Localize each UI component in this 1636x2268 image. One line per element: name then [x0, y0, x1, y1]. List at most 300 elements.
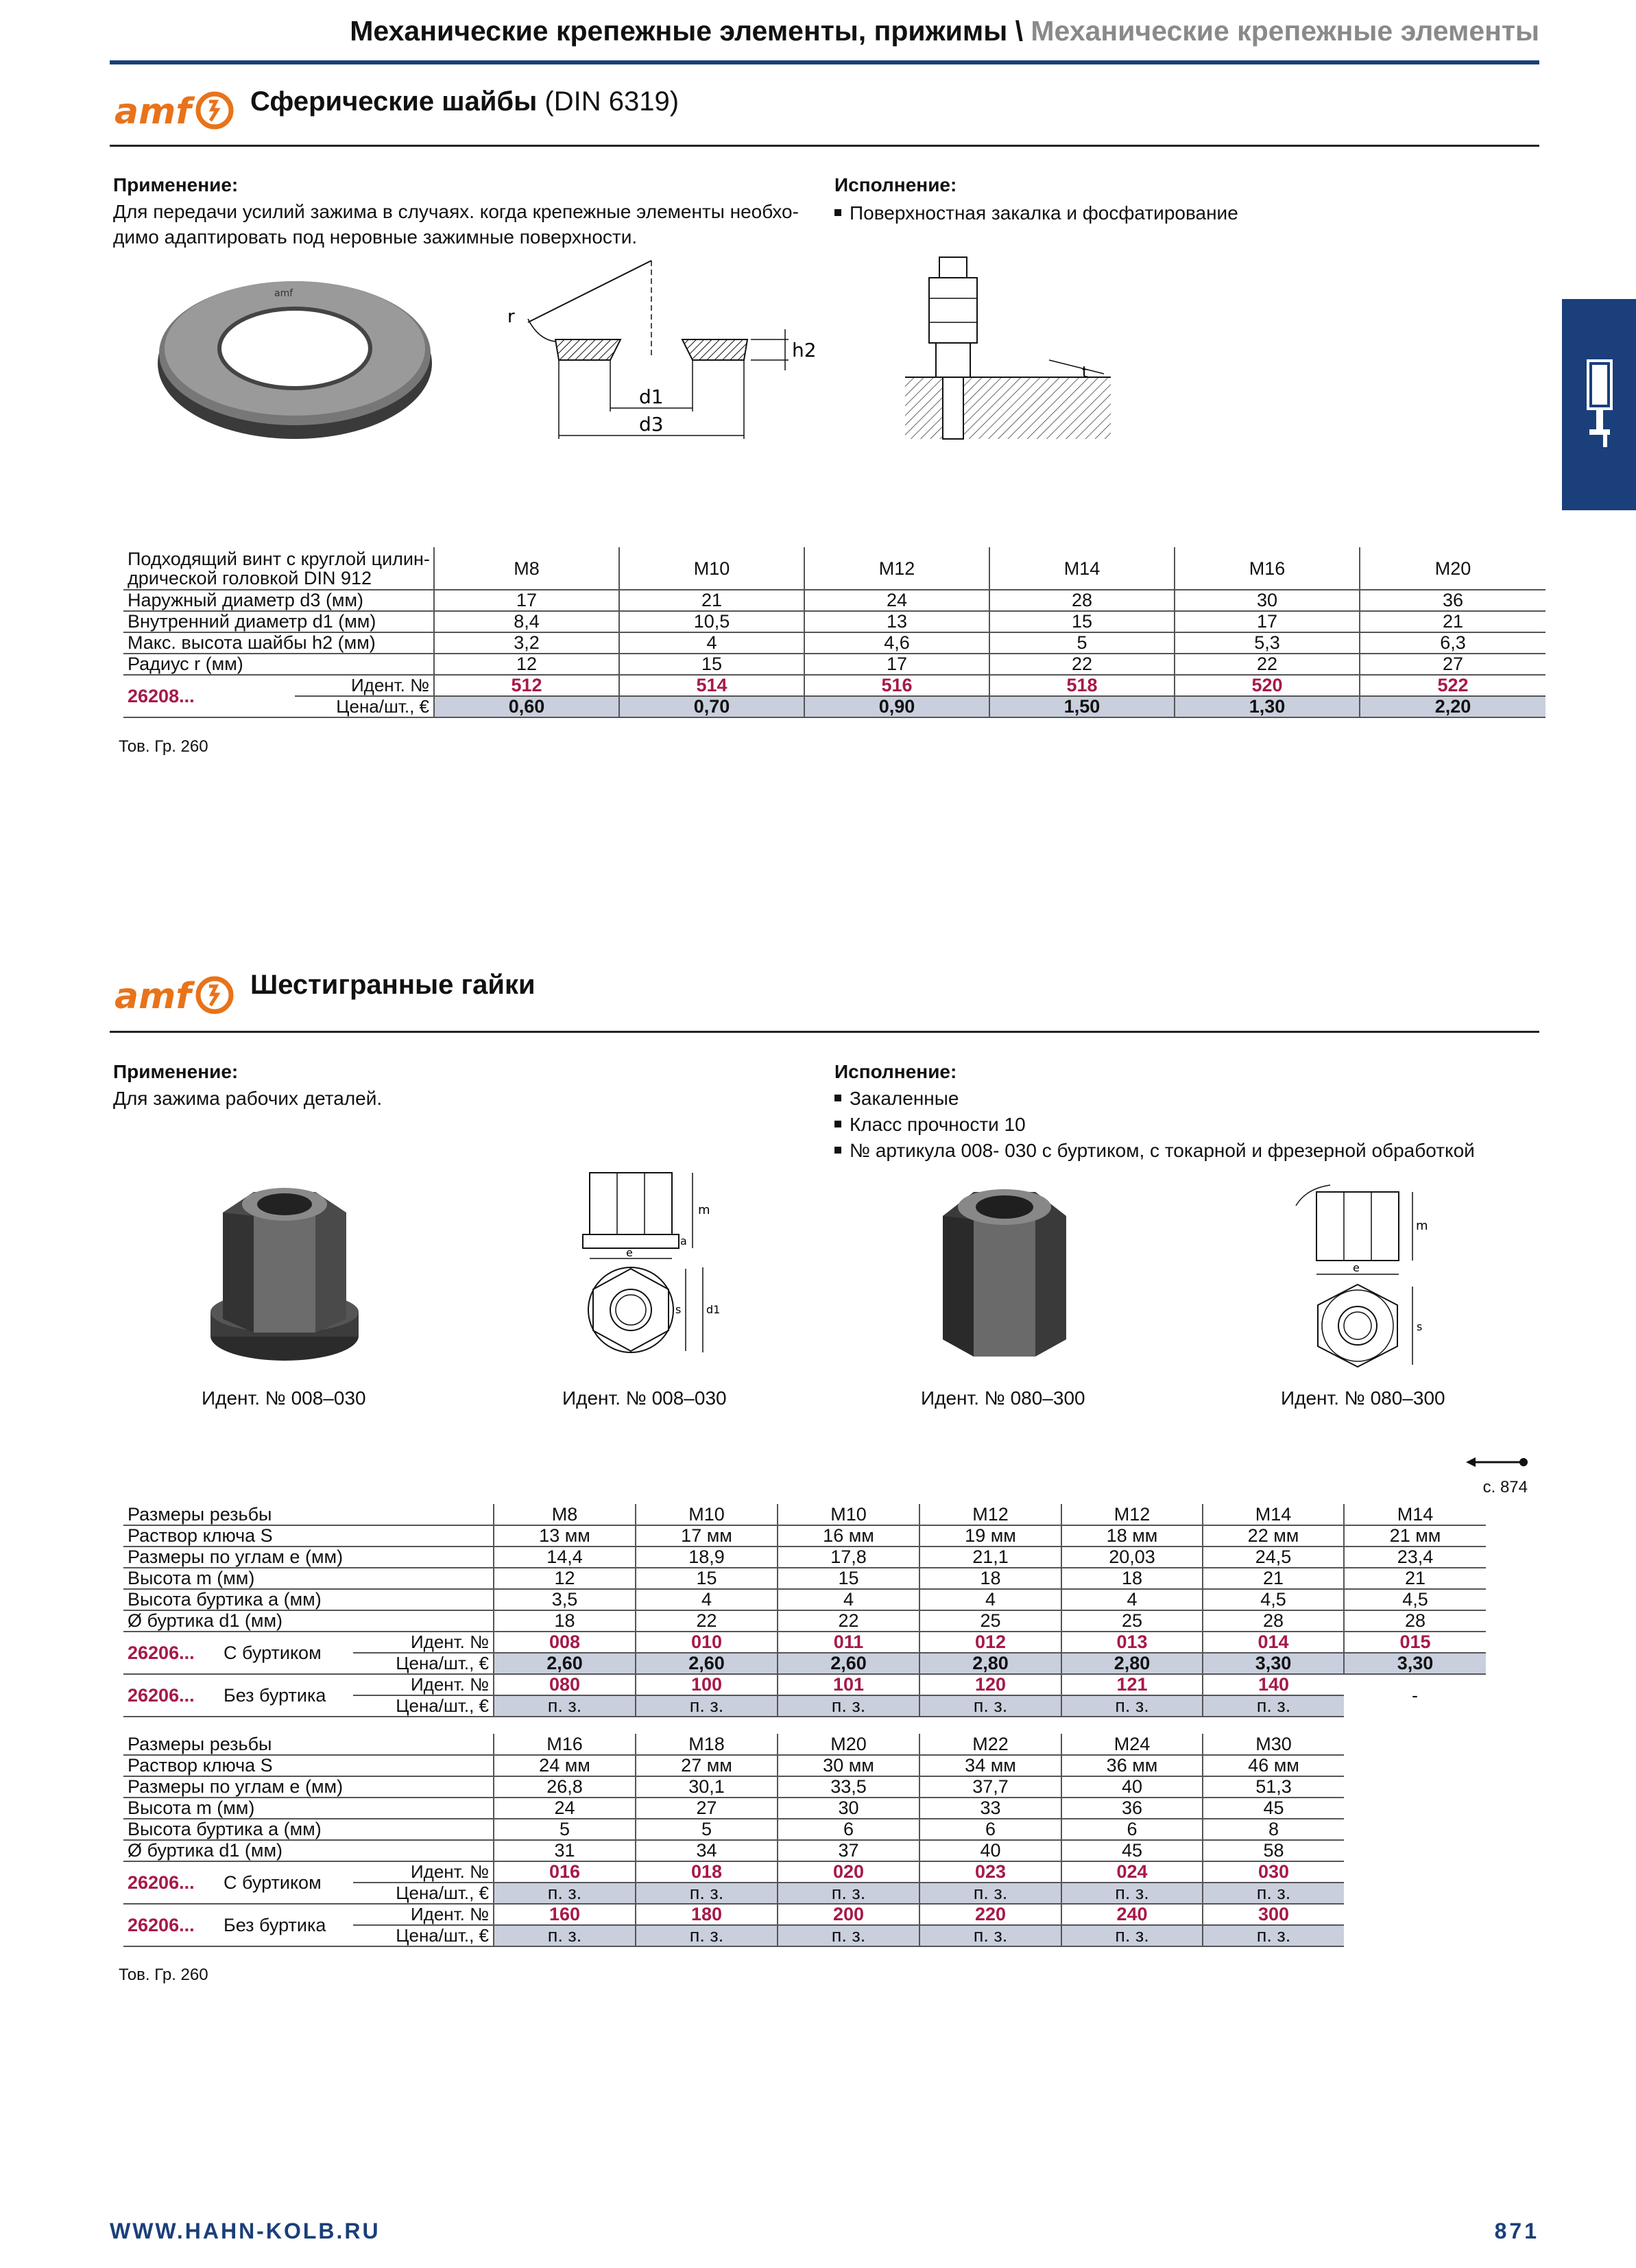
row-label: Размеры по углам e (мм): [123, 1547, 494, 1568]
table-row: [123, 590, 1545, 611]
hex-nut-drawing: [1289, 1178, 1440, 1370]
price-cell: 3,30: [1344, 1653, 1486, 1674]
price-cell: 2,20: [1360, 696, 1545, 717]
nuts-execution-text: Класс прочности 10: [850, 1114, 1026, 1135]
row-label: Высота m (мм): [123, 1568, 494, 1589]
nuts-application-text: Для зажима рабочих деталей.: [113, 1088, 383, 1109]
table-cell: 45: [1203, 1798, 1344, 1819]
row-label: Раствор ключа S: [123, 1525, 494, 1547]
table-cell: M24: [1061, 1734, 1203, 1755]
svg-text:m: m: [698, 1203, 710, 1217]
header-rule: [110, 60, 1539, 64]
table-row: [123, 1776, 1344, 1798]
table-cell: M12: [1061, 1504, 1203, 1525]
article-number: 26206...: [123, 1861, 219, 1904]
table-cell: 3,5: [494, 1589, 636, 1610]
washers-application-label: Применение:: [113, 174, 239, 195]
row-label: Размеры по углам e (мм): [123, 1776, 494, 1798]
washers-title-bold: Сферические шайбы: [250, 86, 538, 117]
washers-execution-text: Поверхностная закалка и фосфатирование: [850, 202, 1238, 224]
table-row-ident: [123, 675, 1545, 696]
article-number: 26206...: [123, 1632, 219, 1674]
table-cell: M8: [494, 1504, 636, 1525]
price-cell: 0,90: [804, 696, 989, 717]
price-cell: п. з.: [494, 1925, 636, 1946]
table-cell: 6: [919, 1819, 1061, 1840]
table-cell: 22: [989, 654, 1175, 675]
price-cell: п. з.: [778, 1925, 919, 1946]
price-cell: п. з.: [778, 1695, 919, 1717]
collar-nut-photo: [206, 1178, 363, 1363]
ident-cell[interactable]: 522: [1360, 675, 1545, 696]
table-cell: 8: [1203, 1819, 1344, 1840]
ident-cell[interactable]: 300: [1203, 1904, 1344, 1925]
footer-website-link[interactable]: WWW.HAHN-KOLB.RU: [110, 2219, 381, 2243]
ident-cell[interactable]: 023: [919, 1861, 1061, 1883]
washers-group-note: Тов. Гр. 260: [119, 737, 208, 756]
ident-cell[interactable]: 024: [1061, 1861, 1203, 1883]
article-number: 26208...: [123, 675, 295, 717]
price-cell: 1,30: [1175, 696, 1360, 717]
nuts-execution-label: Исполнение:: [834, 1061, 957, 1082]
svg-text:t: t: [1082, 364, 1088, 381]
chapter-side-tab[interactable]: [1562, 299, 1636, 510]
svg-text:amf: amf: [115, 976, 191, 1017]
table-cell: M10: [778, 1504, 919, 1525]
ident-cell[interactable]: 014: [1203, 1632, 1344, 1653]
nuts-execution-item: [834, 1112, 1475, 1138]
table-cell: 13: [804, 611, 989, 632]
washers-size-cell: M14: [989, 547, 1175, 590]
price-cell: п. з.: [1203, 1925, 1344, 1946]
ident-label: Идент. №: [353, 1904, 494, 1925]
header-title-sub: Механические крепежные элементы: [1031, 15, 1539, 47]
ident-label: Идент. №: [353, 1861, 494, 1883]
washers-spec-table: [123, 547, 1545, 718]
table-cell: 19 мм: [919, 1525, 1061, 1547]
table-row: [123, 1819, 1344, 1840]
row-label: Наружный диаметр d3 (мм): [123, 590, 434, 611]
svg-text:s: s: [675, 1303, 682, 1316]
svg-text:s: s: [1417, 1320, 1423, 1333]
hex-nut-photo: [929, 1178, 1080, 1363]
table-cell: 3,2: [434, 632, 619, 654]
table-cell: M30: [1203, 1734, 1344, 1755]
table-cell: 51,3: [1203, 1776, 1344, 1798]
svg-text:m: m: [1416, 1219, 1428, 1233]
article-number: 26206...: [123, 1904, 219, 1946]
svg-text:d1: d1: [639, 385, 664, 408]
table-cell: 28: [989, 590, 1175, 611]
nuts-title-bold: Шестигранные гайки: [250, 970, 536, 1000]
table-cell: 40: [919, 1840, 1061, 1861]
table-cell: 36: [1061, 1798, 1203, 1819]
price-cell: п. з.: [494, 1695, 636, 1717]
nuts-section-title: [250, 970, 536, 1001]
price-cell: п. з.: [1061, 1695, 1203, 1717]
table-row: [123, 1798, 1344, 1819]
page-number: 871: [1494, 2219, 1539, 2243]
table-cell: 36: [1360, 590, 1545, 611]
table-cell: 46 мм: [1203, 1755, 1344, 1776]
bullet-square-icon: [834, 1095, 841, 1101]
ident-cell[interactable]: 015: [1344, 1632, 1486, 1653]
nut-caption: Идент. № 080–300: [921, 1387, 1085, 1409]
empty-cell: -: [1412, 1685, 1419, 1706]
table-row-ident: [123, 1861, 1344, 1883]
table-cell: 12: [434, 654, 619, 675]
nut-caption: Идент. № 080–300: [1281, 1387, 1445, 1409]
washers-application-line-1: Для передачи усилий зажима в случаях. когда крепежные элементы необхо-: [113, 201, 799, 222]
table-cell: 15: [778, 1568, 919, 1589]
price-cell: 0,60: [434, 696, 619, 717]
nuts-group-note: Тов. Гр. 260: [119, 1966, 208, 1984]
table-cell: 28: [1203, 1610, 1344, 1632]
table-cell: 25: [1061, 1610, 1203, 1632]
price-cell: п. з.: [1061, 1883, 1203, 1904]
svg-text:r: r: [507, 307, 515, 327]
ident-cell[interactable]: 010: [636, 1632, 778, 1653]
price-cell: п. з.: [919, 1883, 1061, 1904]
row-label: Высота буртика a (мм): [123, 1589, 494, 1610]
svg-text:d3: d3: [639, 413, 664, 435]
ident-cell[interactable]: 200: [778, 1904, 919, 1925]
ident-cell[interactable]: 101: [778, 1674, 919, 1695]
table-cell: 17: [1175, 611, 1360, 632]
table-cell: M12: [919, 1504, 1061, 1525]
price-cell: п. з.: [919, 1695, 1061, 1717]
nut-caption: Идент. № 008–030: [202, 1387, 366, 1409]
table-cell: 33: [919, 1798, 1061, 1819]
table-cell: 37: [778, 1840, 919, 1861]
table-cell: 27: [636, 1798, 778, 1819]
table-row: [123, 1755, 1344, 1776]
ident-cell[interactable]: 512: [434, 675, 619, 696]
table-cell: 13 мм: [494, 1525, 636, 1547]
table-cell: 27: [1360, 654, 1545, 675]
ident-cell[interactable]: 160: [494, 1904, 636, 1925]
svg-text:h2: h2: [792, 339, 817, 361]
table-cell: 5: [636, 1819, 778, 1840]
header-separator: \: [1007, 15, 1031, 47]
ident-cell[interactable]: 240: [1061, 1904, 1203, 1925]
bolt-mounting-drawing: [898, 257, 1118, 442]
row-label: Радиус r (мм): [123, 654, 434, 675]
ident-cell[interactable]: 011: [778, 1632, 919, 1653]
table-cell: 10,5: [619, 611, 804, 632]
washers-section-rule: [110, 145, 1539, 147]
table-cell: 22: [1175, 654, 1360, 675]
table-cell: 36 мм: [1061, 1755, 1203, 1776]
row-label: Размеры резьбы: [123, 1734, 494, 1755]
variant-name: Без буртика: [219, 1674, 353, 1717]
table-row: [123, 1734, 1344, 1755]
table-cell: 4: [778, 1589, 919, 1610]
price-cell: п. з.: [636, 1925, 778, 1946]
washers-title-din: (DIN 6319): [537, 86, 679, 117]
article-number: 26206...: [123, 1674, 219, 1717]
table-cell: 24,5: [1203, 1547, 1344, 1568]
table-cell: 18,9: [636, 1547, 778, 1568]
price-label: Цена/шт., €: [353, 1883, 494, 1904]
table-cell: 4,6: [804, 632, 989, 654]
ident-label: Идент. №: [353, 1674, 494, 1695]
table-cell: 4: [1061, 1589, 1203, 1610]
price-label: Цена/шт., €: [295, 696, 434, 717]
nuts-spec-table-1: [123, 1504, 1486, 1717]
table-cell: 24: [804, 590, 989, 611]
table-cell: M14: [1203, 1504, 1344, 1525]
ident-cell[interactable]: 520: [1175, 675, 1360, 696]
table-cell: 17 мм: [636, 1525, 778, 1547]
table-cell: 4,5: [1203, 1589, 1344, 1610]
table-cell: 18 мм: [1061, 1525, 1203, 1547]
ident-cell[interactable]: 030: [1203, 1861, 1344, 1883]
ident-cell[interactable]: 013: [1061, 1632, 1203, 1653]
row-label: Макс. высота шайбы h2 (мм): [123, 632, 434, 654]
table-cell: 5,3: [1175, 632, 1360, 654]
ident-cell[interactable]: 220: [919, 1904, 1061, 1925]
variant-name: Без буртика: [219, 1904, 353, 1946]
table-cell: 31: [494, 1840, 636, 1861]
nuts-application-label: Применение:: [113, 1061, 239, 1082]
table-cell: 14,4: [494, 1547, 636, 1568]
ident-cell[interactable]: 008: [494, 1632, 636, 1653]
table-cell: 23,4: [1344, 1547, 1486, 1568]
table-cell: 15: [636, 1568, 778, 1589]
table-cell: 15: [989, 611, 1175, 632]
washers-size-cell: M20: [1360, 547, 1545, 590]
table-cell: 21 мм: [1344, 1525, 1486, 1547]
ident-cell[interactable]: 121: [1061, 1674, 1203, 1695]
table-row-ident: [123, 1674, 1486, 1695]
table-cell: 21,1: [919, 1547, 1061, 1568]
table-row: [123, 611, 1545, 632]
price-cell: п. з.: [778, 1883, 919, 1904]
price-cell: 1,50: [989, 696, 1175, 717]
table-row: [123, 1589, 1486, 1610]
ident-label: Идент. №: [295, 675, 434, 696]
page-reference[interactable]: с. 874: [1482, 1478, 1528, 1496]
price-cell: п. з.: [1203, 1695, 1344, 1717]
nuts-spec-table-2: [123, 1734, 1344, 1947]
nuts-execution-list: [834, 1086, 1475, 1164]
ident-cell[interactable]: 514: [619, 675, 804, 696]
table-cell: 17,8: [778, 1547, 919, 1568]
table-cell: 30,1: [636, 1776, 778, 1798]
table-cell: 8,4: [434, 611, 619, 632]
table-cell: 22: [636, 1610, 778, 1632]
table-row: [123, 1840, 1344, 1861]
table-cell: 24 мм: [494, 1755, 636, 1776]
ident-cell[interactable]: 518: [989, 675, 1175, 696]
price-cell: п. з.: [494, 1883, 636, 1904]
table-row: [123, 1525, 1486, 1547]
price-label: Цена/шт., €: [353, 1653, 494, 1674]
table-cell: 21: [1203, 1568, 1344, 1589]
table-cell: 40: [1061, 1776, 1203, 1798]
washers-size-cell: M16: [1175, 547, 1360, 590]
table-cell: M18: [636, 1734, 778, 1755]
washers-execution-item: [834, 200, 1238, 226]
table-cell: 21: [619, 590, 804, 611]
price-cell: п. з.: [1203, 1883, 1344, 1904]
ident-label: Идент. №: [353, 1632, 494, 1653]
table-cell: 33,5: [778, 1776, 919, 1798]
table-row: [123, 1547, 1486, 1568]
table-cell: 34: [636, 1840, 778, 1861]
table-cell: 5: [989, 632, 1175, 654]
table-cell: M20: [778, 1734, 919, 1755]
ident-cell[interactable]: 018: [636, 1861, 778, 1883]
table-cell: 18: [494, 1610, 636, 1632]
price-cell: п. з.: [636, 1883, 778, 1904]
table-cell: 16 мм: [778, 1525, 919, 1547]
table-row: [123, 632, 1545, 654]
table-cell: M14: [1344, 1504, 1486, 1525]
table-row: [123, 654, 1545, 675]
washers-application-text: [113, 199, 819, 250]
table-cell: 18: [919, 1568, 1061, 1589]
price-cell: 3,30: [1203, 1653, 1344, 1674]
price-cell: 2,80: [1061, 1653, 1203, 1674]
table-row-ident: [123, 1904, 1344, 1925]
table-cell: 6: [1061, 1819, 1203, 1840]
table-cell: 22 мм: [1203, 1525, 1344, 1547]
bullet-square-icon: [834, 1121, 841, 1127]
svg-text:e: e: [1353, 1261, 1360, 1274]
table-cell: 24: [494, 1798, 636, 1819]
table-cell: 45: [1061, 1840, 1203, 1861]
table-cell: M16: [494, 1734, 636, 1755]
table-cell: 5: [494, 1819, 636, 1840]
table-cell: 17: [804, 654, 989, 675]
washers-header-label: Подходящий винт с круглой цилин- дрической головкой DIN 912: [123, 547, 434, 590]
nuts-section-rule: [110, 1031, 1539, 1033]
price-cell: 2,60: [494, 1653, 636, 1674]
svg-text:a: a: [680, 1234, 687, 1248]
table-cell: 21: [1360, 611, 1545, 632]
table-row: [123, 1504, 1486, 1525]
table-cell: 17: [434, 590, 619, 611]
table-cell: 18: [1061, 1568, 1203, 1589]
price-label: Цена/шт., €: [353, 1925, 494, 1946]
table-row-ident: [123, 1632, 1486, 1653]
ident-cell[interactable]: 120: [919, 1674, 1061, 1695]
collar-nut-drawing: [576, 1166, 727, 1372]
ident-cell[interactable]: 140: [1203, 1674, 1344, 1695]
price-cell: п. з.: [1061, 1925, 1203, 1946]
table-cell: 58: [1203, 1840, 1344, 1861]
svg-text:d1: d1: [706, 1303, 721, 1316]
bullet-square-icon: [834, 1147, 841, 1154]
page-header: [110, 15, 1539, 63]
table-cell: 34 мм: [919, 1755, 1061, 1776]
amf-logo: [113, 974, 237, 1016]
nuts-execution-item: [834, 1138, 1475, 1164]
ident-cell[interactable]: 516: [804, 675, 989, 696]
nuts-execution-text: Закаленные: [850, 1088, 959, 1109]
row-label: Высота буртика a (мм): [123, 1819, 494, 1840]
washers-size-cell: M10: [619, 547, 804, 590]
table-cell: 37,7: [919, 1776, 1061, 1798]
washer-dimension-drawing: [487, 254, 817, 453]
variant-name: С буртиком: [219, 1861, 353, 1904]
table-cell: M22: [919, 1734, 1061, 1755]
svg-text:amf: amf: [274, 288, 293, 299]
row-label: Раствор ключа S: [123, 1755, 494, 1776]
ident-cell[interactable]: 180: [636, 1904, 778, 1925]
table-cell: 28: [1344, 1610, 1486, 1632]
ident-cell[interactable]: 100: [636, 1674, 778, 1695]
clamp-tab-icon: [1583, 354, 1617, 457]
table-cell: 15: [619, 654, 804, 675]
table-row: [123, 1610, 1486, 1632]
price-cell: 2,80: [919, 1653, 1061, 1674]
spherical-washer-photo: [151, 267, 439, 446]
table-cell: 20,03: [1061, 1547, 1203, 1568]
table-cell: 4: [636, 1589, 778, 1610]
table-cell: 4,5: [1344, 1589, 1486, 1610]
table-cell: 21: [1344, 1568, 1486, 1589]
table-cell: 30: [778, 1798, 919, 1819]
washers-application-line-2: димо адаптировать под неровные зажимные поверхности.: [113, 226, 638, 248]
price-cell: 2,60: [636, 1653, 778, 1674]
svg-text:e: e: [626, 1246, 633, 1259]
price-cell: 0,70: [619, 696, 804, 717]
table-cell: 30 мм: [778, 1755, 919, 1776]
table-row: [123, 1568, 1486, 1589]
washers-size-cell: M12: [804, 547, 989, 590]
table-cell: 25: [919, 1610, 1061, 1632]
ident-cell[interactable]: 012: [919, 1632, 1061, 1653]
table-cell: 4: [619, 632, 804, 654]
ident-cell[interactable]: 080: [494, 1674, 636, 1695]
table-cell: 30: [1175, 590, 1360, 611]
table-cell: 27 мм: [636, 1755, 778, 1776]
washers-execution-label: Исполнение:: [834, 174, 957, 195]
row-label: Ø буртика d1 (мм): [123, 1610, 494, 1632]
table-cell: 12: [494, 1568, 636, 1589]
variant-name: С буртиком: [219, 1632, 353, 1674]
header-title-main: Механические крепежные элементы, прижимы: [350, 15, 1008, 47]
svg-text:amf: amf: [115, 91, 191, 132]
nuts-execution-text: № артикула 008- 030 с буртиком, с токарной и фрезерной обработкой: [850, 1140, 1475, 1161]
row-label: Ø буртика d1 (мм): [123, 1840, 494, 1861]
ident-cell[interactable]: 016: [494, 1861, 636, 1883]
row-label: Размеры резьбы: [123, 1504, 494, 1525]
row-label: Внутренний диаметр d1 (мм): [123, 611, 434, 632]
ident-cell[interactable]: 020: [778, 1861, 919, 1883]
table-cell: 6,3: [1360, 632, 1545, 654]
table-cell: 26,8: [494, 1776, 636, 1798]
page-reference-arrow-icon: [1466, 1455, 1528, 1469]
table-cell: 4: [919, 1589, 1061, 1610]
bullet-square-icon: [834, 209, 841, 216]
nuts-execution-item: [834, 1086, 1475, 1112]
price-label: Цена/шт., €: [353, 1695, 494, 1717]
nut-caption: Идент. № 008–030: [562, 1387, 727, 1409]
price-cell: 2,60: [778, 1653, 919, 1674]
row-label: Высота m (мм): [123, 1798, 494, 1819]
table-row-price: [123, 696, 1545, 717]
washers-size-cell: M8: [434, 547, 619, 590]
price-cell: п. з.: [919, 1925, 1061, 1946]
price-cell: п. з.: [636, 1695, 778, 1717]
washers-header-row: [123, 547, 1545, 590]
table-cell: 6: [778, 1819, 919, 1840]
washers-section-title: [250, 86, 679, 117]
